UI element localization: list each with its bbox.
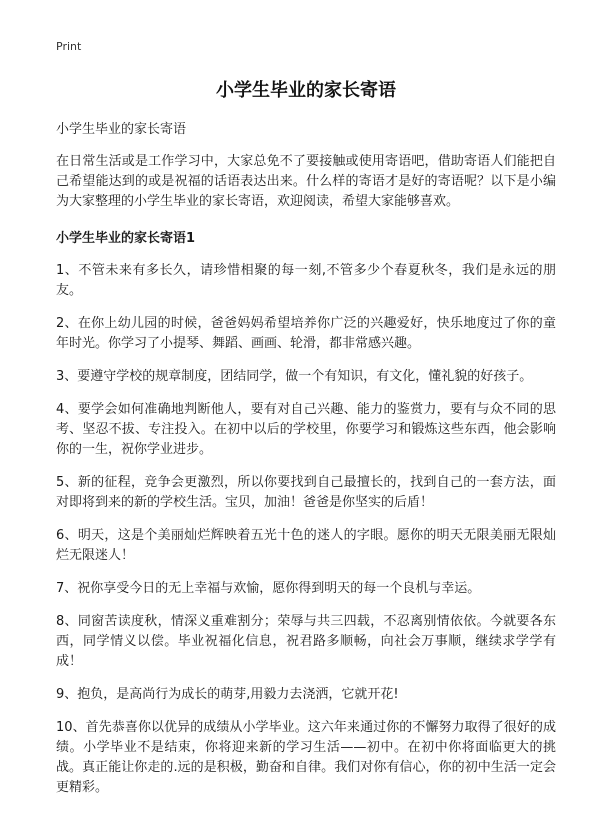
list-item: 7、祝你享受今日的无上幸福与欢愉，愿你得到明天的每一个良机与幸运。 [56, 581, 481, 596]
list-item: 9、抱负，是高尚行为成长的萌芽,用毅力去浇洒，它就开花! [56, 687, 399, 702]
list-item: 2、在你上幼儿园的时候，爸爸妈妈希望培养你广泛的兴趣爱好，快乐地度过了你的童年时光。你学习了小提琴、舞蹈、画画、轮滑，都非常感兴趣。 [56, 316, 556, 351]
intro-paragraph: 在日常生活或是工作学习中，大家总免不了要接触或使用寄语吧，借助寄语人们能把自己希望能达到的或是祝福的话语表达出来。什么样的寄语才是好的寄语呢？以下是小编为大家整理的小学生毕业的家长寄语，欢迎阅读，希望大家能够喜欢。 [56, 154, 556, 209]
list-item: 5、新的征程，竞争会更激烈，所以你要找到自己最擅长的，找到自己的一套方法，面对即将到来的新的学校生活。宝贝，加油！爸爸是你坚实的后盾！ [56, 475, 556, 510]
page-title: 小学生毕业的家长寄语 [216, 80, 396, 101]
list-item: 10、首先恭喜你以优异的成绩从小学毕业。这六年来通过你的不懈努力取得了很好的成绩。小学毕业不是结束，你将迎来新的学习生活——初中。在初中你将面临更大的挑战。真正能让你走的.远的是积极，勤奋和自律。我们对你有信心，你的初中生活一定会更精彩。 [56, 720, 556, 795]
list-item: 4、要学会如何准确地判断他人，要有对自己兴趣、能力的鉴赏力，要有与众不同的思考、坚忍不拔、专注投入。在初中以后的学校里，你要学习和锻炼这些东西，他会影响你的一生，祝你学业进步。 [56, 402, 556, 457]
list-item: 3、要遵守学校的规章制度，团结同学，做一个有知识，有文化，懂礼貌的好孩子。 [56, 369, 533, 384]
list-item: 1、不管未来有多长久，请珍惜相聚的每一刻,不管多少个春夏秋冬，我们是永远的朋友。 [56, 263, 556, 298]
print-label: Print [56, 40, 82, 53]
document-subtitle: 小学生毕业的家长寄语 [56, 122, 187, 137]
section-heading: 小学生毕业的家长寄语1 [56, 231, 196, 246]
list-item: 6、明天，这是个美丽灿烂辉映着五光十色的迷人的字眼。愿你的明天无限美丽无限灿烂无限迷人！ [56, 528, 556, 563]
list-item: 8、同窗苦读度秋，情深义重难割分；荣辱与共三四载，不忍离别情依依。今就要各东西，同学情义以偿。毕业祝福化信息，祝君路多顺畅，向社会万事顺，继续求学学有成！ [56, 614, 556, 669]
